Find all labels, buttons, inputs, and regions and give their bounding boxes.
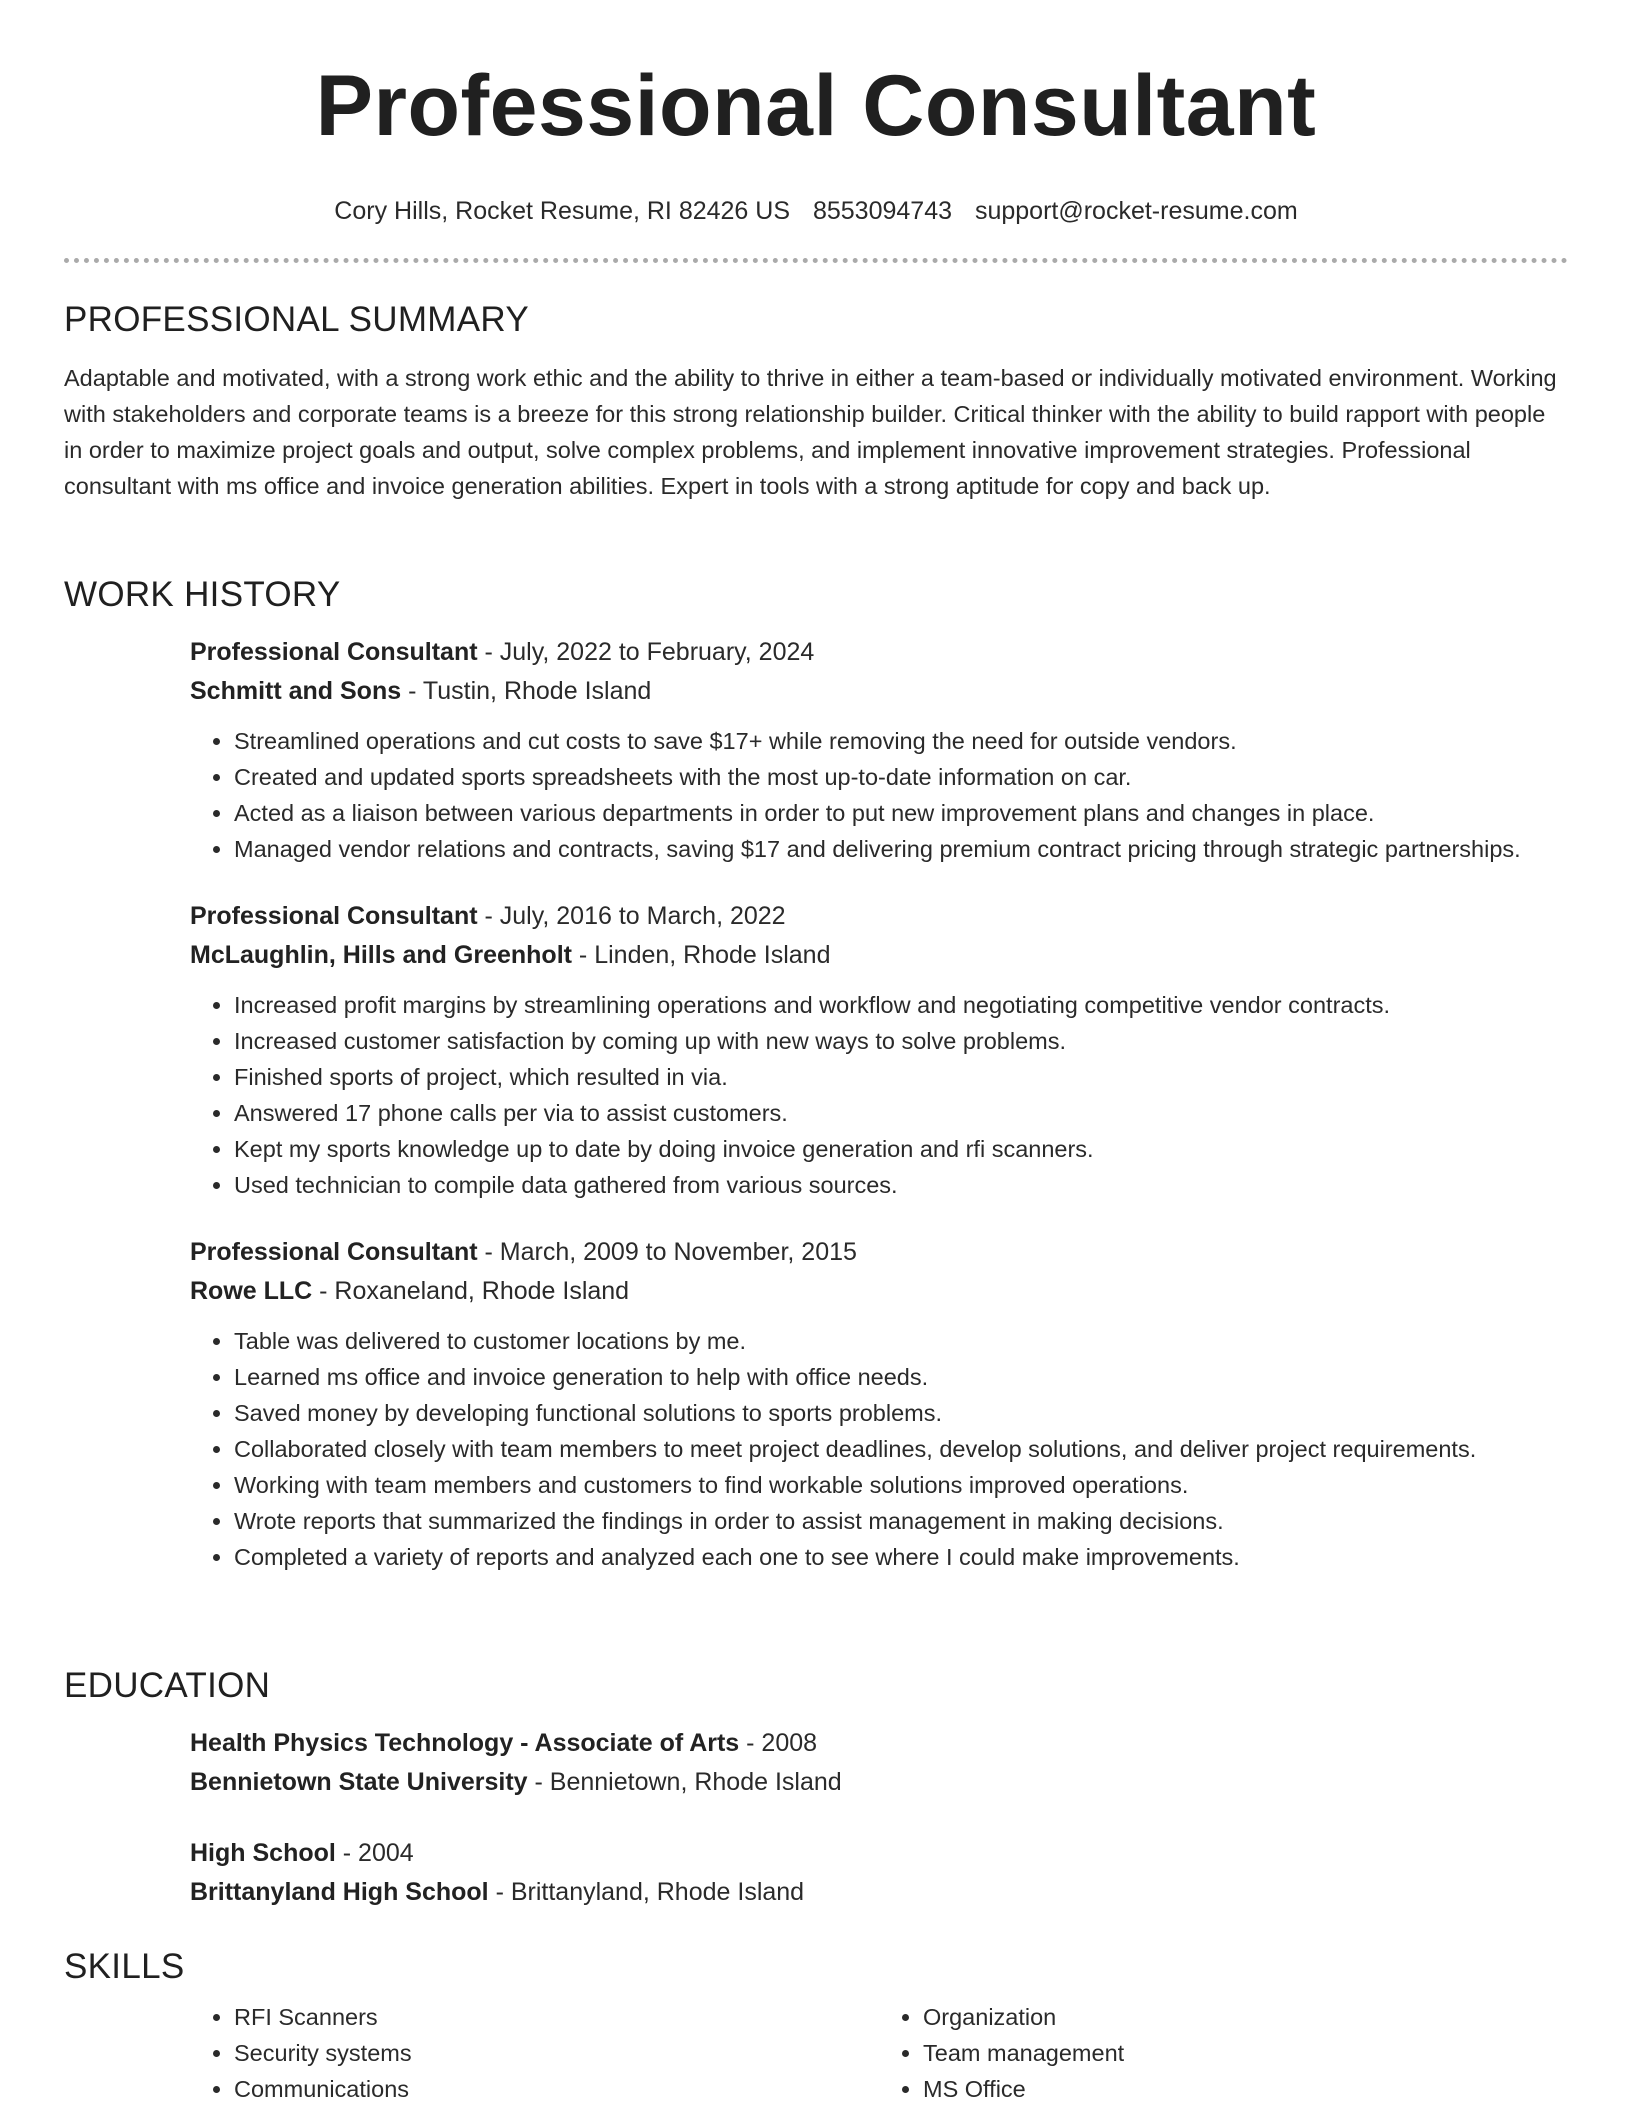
job-entry [190,1233,1568,1575]
list-item: • Streamlined operations and cut costs to save $17+ while removing the need for outside vendors. [234,723,1568,759]
list-item: • Organization [923,1999,1568,2035]
job-company: McLaughlin, Hills and Greenholt [190,941,572,969]
list-item: • RFI Scanners [234,1999,879,2035]
education-title: EDUCATION [64,1666,271,1705]
summary-text: Adaptable and motivated, with a strong work ethic and the ability to thrive in either a team-based or individually motivated environment. Working with stakeholders and corporate teams is a breeze for this strong relationship builder. Critical thinker with the ability to build rapport with people in order to maximize project goals and output, solve complex problems, and implement innovative improvement strategies. Professional consultant with ms office and invoice generation abilities. Expert in tools with a strong aptitude for copy and back up. [64,365,1557,499]
job-title-line [190,633,1568,672]
job-company-line [190,672,1568,711]
job-bullets [190,1323,1568,1575]
contact-email: support@rocket-resume.com [974,197,1298,225]
job-entry [190,897,1568,1203]
contact-address: Cory Hills, Rocket Resume, RI 82426 US [334,197,791,225]
job-company: Rowe LLC [190,1277,313,1305]
skills-column-left [190,1999,879,2107]
resume-name: Professional Consultant [315,58,1317,154]
list-item: • Kept my sports knowledge up to date by doing invoice generation and rfi scanners. [234,1131,1568,1167]
education-degree: High School [190,1839,336,1867]
skills-section [64,1945,1568,2107]
education-entry [190,1724,1568,1802]
education-degree: Health Physics Technology - Associate of Arts [190,1729,740,1757]
list-item: • Collaborated closely with team members to meet project deadlines, develop solutions, and deliver project requirements. [234,1431,1568,1467]
education-school: Bennietown State University [190,1768,528,1796]
list-item: • Used technician to compile data gathered from various sources. [234,1167,1568,1203]
education-location: - Bennietown, Rhode Island [527,1768,842,1796]
job-location: - Tustin, Rhode Island [401,677,652,705]
job-role: Professional Consultant [190,902,478,930]
list-item: • Team management [923,2035,1568,2071]
summary-title: PROFESSIONAL SUMMARY [64,300,529,339]
list-item: • Communications [234,2071,879,2107]
education-school-line [190,1763,1568,1802]
list-item: • Security systems [234,2035,879,2071]
list-item: • Answered 17 phone calls per via to assist customers. [234,1095,1568,1131]
list-item: • MS Office [923,2071,1568,2107]
list-item: • Finished sports of project, which resulted in via. [234,1059,1568,1095]
contact-phone: 8553094743 [812,197,953,225]
job-bullets [190,723,1568,867]
list-item: • Table was delivered to customer locations by me. [234,1323,1568,1359]
job-company: Schmitt and Sons [190,677,402,705]
contact-line [64,196,1568,226]
education-section [64,1664,1568,1912]
education-degree-line [190,1834,1568,1873]
job-role: Professional Consultant [190,638,478,666]
education-school: Brittanyland High School [190,1878,489,1906]
job-title-line [190,1233,1568,1272]
list-item: • Wrote reports that summarized the findings in order to assist management in making decisions. [234,1503,1568,1539]
education-year: - 2008 [739,1729,818,1757]
education-entry [190,1834,1568,1912]
list-item: • Saved money by developing functional solutions to sports problems. [234,1395,1568,1431]
list-item: • Learned ms office and invoice generation to help with office needs. [234,1359,1568,1395]
job-dates: - July, 2016 to March, 2022 [477,902,786,930]
job-dates: - July, 2022 to February, 2024 [477,638,815,666]
list-item: • Completed a variety of reports and analyzed each one to see where I could make improvements. [234,1539,1568,1575]
work-history-section [64,573,1568,1575]
job-dates: - March, 2009 to November, 2015 [477,1238,857,1266]
list-item: • Increased customer satisfaction by coming up with new ways to solve problems. [234,1023,1568,1059]
job-entry [190,633,1568,867]
skills-title: SKILLS [64,1947,185,1986]
education-school-line [190,1873,1568,1912]
list-item: • Acted as a liaison between various departments in order to put new improvement plans and changes in place. [234,795,1568,831]
header-divider [64,258,1568,263]
job-bullets [190,987,1568,1203]
job-company-line [190,1272,1568,1311]
job-location: - Roxaneland, Rhode Island [312,1277,630,1305]
education-location: - Brittanyland, Rhode Island [488,1878,805,1906]
list-item: • Working with team members and customers to find workable solutions improved operations. [234,1467,1568,1503]
list-item: • Increased profit margins by streamlining operations and workflow and negotiating competitive vendor contracts. [234,987,1568,1023]
job-location: - Linden, Rhode Island [571,941,831,969]
skills-grid [190,1999,1568,2107]
job-company-line [190,936,1568,975]
job-title-line [190,897,1568,936]
work-history-title: WORK HISTORY [64,575,341,614]
list-item: • Managed vendor relations and contracts, saving $17 and delivering premium contract pricing through strategic partnerships. [234,831,1568,867]
summary-section [64,298,1568,504]
education-year: - 2004 [335,1839,414,1867]
skills-column-right [879,1999,1568,2107]
job-role: Professional Consultant [190,1238,478,1266]
education-degree-line [190,1724,1568,1763]
list-item: • Created and updated sports spreadsheets with the most up-to-date information on car. [234,759,1568,795]
